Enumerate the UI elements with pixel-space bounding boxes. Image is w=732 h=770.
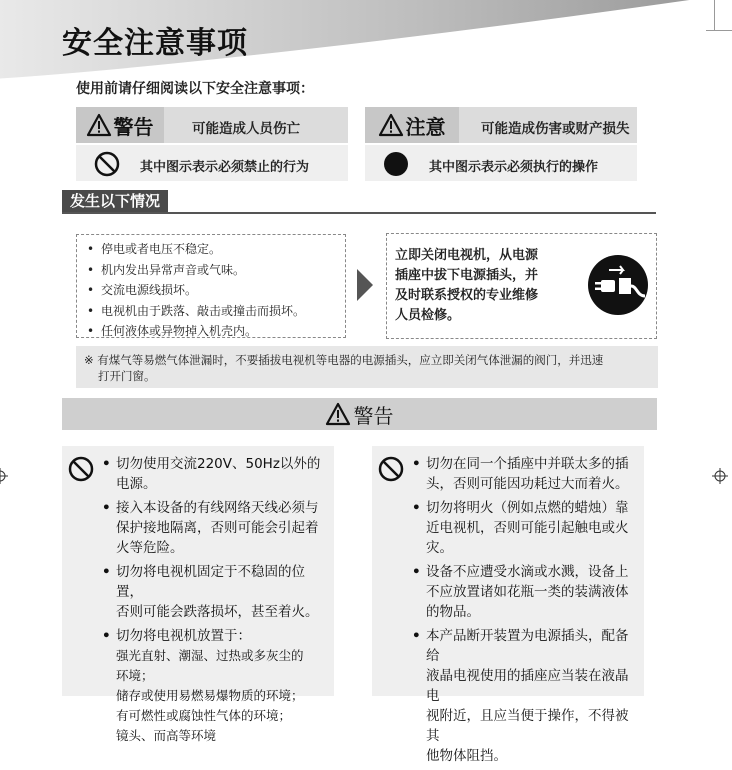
crop-mark <box>706 0 715 30</box>
list-item <box>100 454 328 494</box>
item-line: 视附近，且应当便于操作，不得被其 <box>426 708 629 744</box>
section-heading: 发生以下情况 <box>62 190 168 212</box>
gas-note-line: 打开门窗。 <box>98 369 156 383</box>
list-item <box>100 626 328 746</box>
caution-desc: 可能造成伤害或财产损失 <box>481 121 630 137</box>
item-line: 切勿将明火（例如点燃的蜡烛）靠 <box>426 500 629 516</box>
prohibit-icon <box>68 456 94 482</box>
item-subline: 强光直射、潮湿、过热或多灰尘的 <box>116 648 304 663</box>
list-item: • 停电或者电压不稳定。 <box>85 239 345 260</box>
registration-mark-icon <box>712 468 728 484</box>
gas-note <box>76 346 658 388</box>
action-line: 及时联系授权的专业维修 <box>395 288 539 303</box>
warning-triangle-icon <box>87 114 111 136</box>
page-title: 安全注意事项 <box>62 26 248 61</box>
item-line: 否则可能会跌落损坏，甚至着火。 <box>116 604 319 620</box>
list-item <box>100 562 328 622</box>
caution-tag <box>365 107 459 143</box>
legend-warning <box>76 107 348 181</box>
item-subline: 有可燃性或腐蚀性气体的环境； <box>116 708 292 723</box>
item-line: 切勿将电视机固定于不稳固的位置， <box>116 564 305 600</box>
item-line: 电源。 <box>116 476 157 492</box>
warning-triangle-icon <box>379 114 403 136</box>
list-item <box>410 562 638 622</box>
item-line: 不应放置诸如花瓶一类的装满液体 <box>426 584 629 600</box>
item-line: 头，否则可能因功耗过大而着火。 <box>426 476 629 492</box>
arrow-right-icon <box>357 269 373 301</box>
item-line: 的物品。 <box>426 604 480 620</box>
item-line: 接入本设备的有线网络天线必须与 <box>116 500 319 516</box>
registration-mark-icon <box>0 468 8 484</box>
item-subline: 镜头、而高等环境 <box>116 728 217 743</box>
warning-banner <box>62 398 657 430</box>
list-item <box>410 454 638 494</box>
legend-caution <box>365 107 637 181</box>
situations-list-box <box>76 234 346 338</box>
item-line: 液晶电视使用的插座应当装在液晶电 <box>426 668 629 704</box>
action-box <box>386 233 657 339</box>
item-line: 设备不应遭受水滴或水溅，设备上 <box>426 564 629 580</box>
prohibit-text: 其中图示表示必须禁止的行为 <box>140 160 310 175</box>
section-divider <box>62 212 656 214</box>
item-subline: 环境； <box>116 668 154 683</box>
item-line: 本产品断开装置为电源插头，配备给 <box>426 628 629 664</box>
list-item: • 机内发出异常声音或气味。 <box>85 260 345 281</box>
caution-label: 注意 <box>405 114 446 139</box>
warning-label: 警告 <box>113 114 154 139</box>
mandatory-text: 其中图示表示必须执行的操作 <box>429 160 599 175</box>
action-line: 插座中拔下电源插头，并 <box>395 268 539 283</box>
warning-desc: 可能造成人员伤亡 <box>192 121 300 137</box>
list-item <box>100 498 328 558</box>
item-line: 切勿将电视机放置于： <box>116 628 251 644</box>
gas-note-line: ※ 有煤气等易燃气体泄漏时，不要插拔电视机等电器的电源插头，应立即关闭气体泄漏的阀门，并迅速 <box>84 353 604 367</box>
crop-mark <box>706 30 732 31</box>
item-line: 近电视机，否则可能引起触电或火 <box>426 520 629 536</box>
action-line: 立即关闭电视机，从电源 <box>395 248 539 263</box>
item-line: 灾。 <box>426 540 453 556</box>
warning-tag <box>76 107 164 143</box>
item-line: 火等危险。 <box>116 540 184 556</box>
prohibit-icon <box>94 151 120 177</box>
list-item <box>410 626 638 766</box>
list-item <box>410 498 638 558</box>
list-item: • 交流电源线损坏。 <box>85 280 345 301</box>
warning-banner-label: 警告 <box>353 403 394 428</box>
intro-text: 使用前请仔细阅读以下安全注意事项： <box>76 81 314 97</box>
list-item: • 电视机由于跌落、敲击或撞击而损坏。 <box>85 301 345 322</box>
prohibit-icon <box>378 456 404 482</box>
item-line: 切勿在同一个插座中并联太多的插 <box>426 456 629 472</box>
item-line: 他物体阻挡。 <box>426 748 507 764</box>
action-line: 人员检修。 <box>395 308 461 323</box>
list-item: • 任何液体或异物掉入机壳内。 <box>85 321 345 342</box>
item-subline: 储存或使用易燃易爆物质的环境； <box>116 688 304 703</box>
warning-triangle-icon <box>326 403 350 425</box>
mandatory-icon <box>383 151 409 177</box>
action-text <box>395 246 580 326</box>
warning-column-right <box>372 446 644 764</box>
item-line: 切勿使用交流220V、50Hz以外的 <box>116 456 321 472</box>
item-line: 保护接地隔离，否则可能会引起着 <box>116 520 319 536</box>
warning-column-left <box>62 446 334 743</box>
unplug-icon <box>587 254 649 316</box>
